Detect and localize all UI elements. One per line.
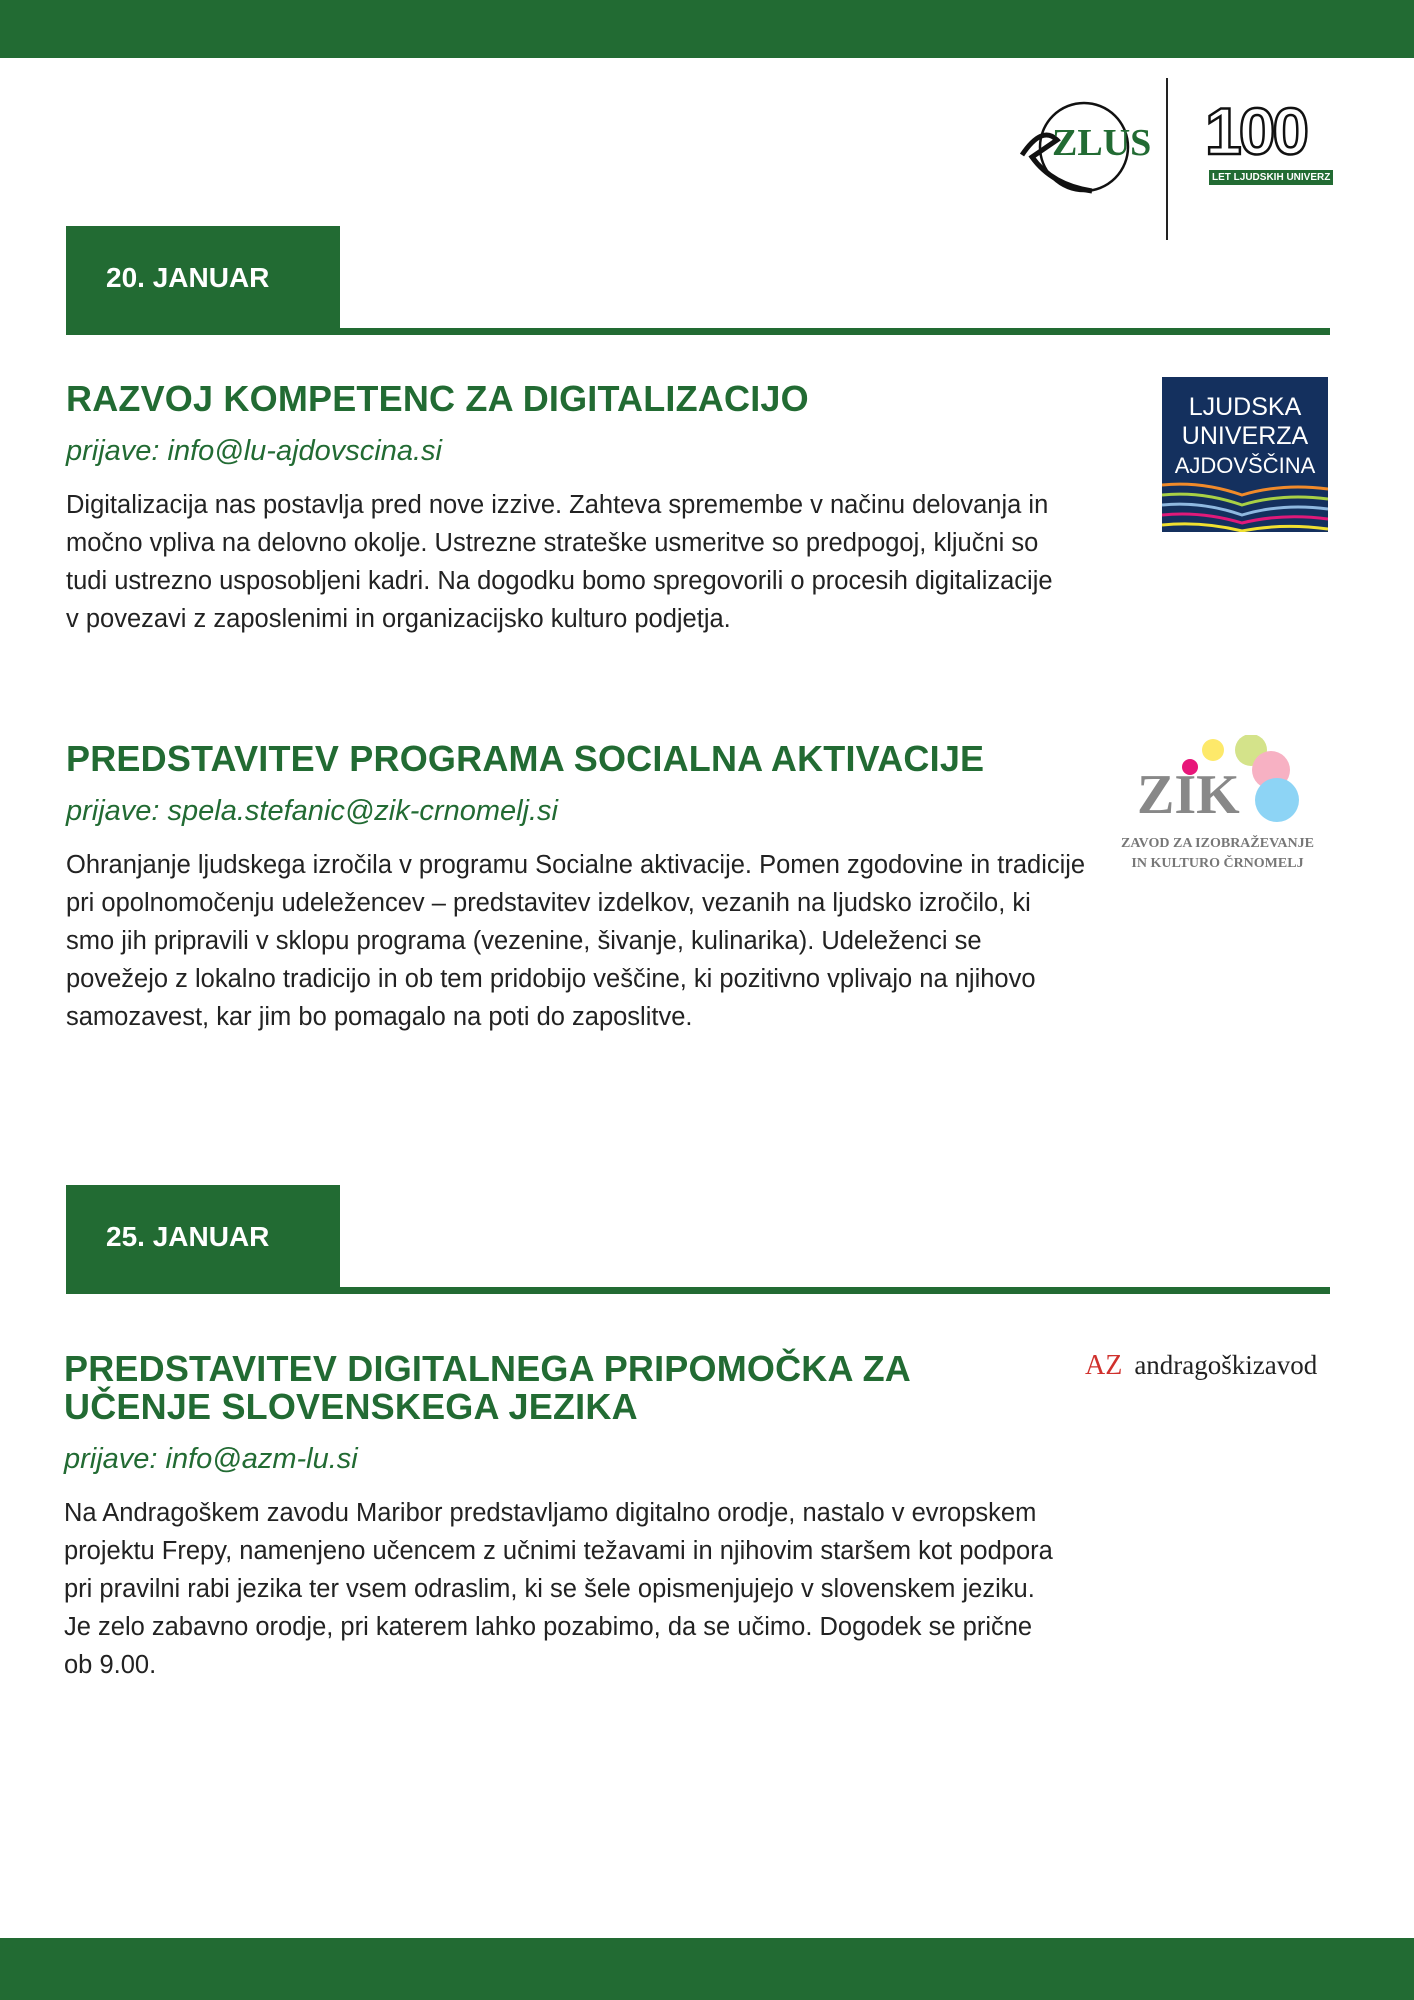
event-title: PREDSTAVITEV DIGITALNEGA PRIPOMOČKA ZA UČENJE SLOVENSKEGA JEZIKA [64, 1348, 910, 1427]
top-bar [0, 0, 1414, 58]
section-divider [66, 1287, 1330, 1294]
section-divider [66, 328, 1330, 335]
100-years-text: LET LJUDSKIH UNIVERZ [1209, 170, 1333, 185]
zik-logo-line2: IN KULTURO ČRNOMELJ [1131, 856, 1304, 871]
zlus-logo [1012, 95, 1152, 195]
100-years-number: 100 [1205, 94, 1307, 168]
header-divider [1166, 78, 1168, 240]
event-title: PREDSTAVITEV PROGRAMA SOCIALNA AKTIVACIJE [66, 738, 985, 779]
event-description: Digitalizacija nas postavlja pred nove izzive. Zahteva spremembe v načinu delovanja in močno vpliva na delovno okolje. Ustrezne strateške usmeritve so predpogoj, ključni so tudi ustrezno usposobljeni kadri. Na dogodku bomo spregovorili o procesih digitalizacije v povezavi z zaposlenimi in organizacijsko kulturo podjetja. [66, 491, 1053, 633]
az-logo-text: andragoškizavod [1134, 1350, 1318, 1380]
zlus-logo-text: ZLUS [1052, 122, 1152, 164]
event-registration: prijave: spela.stefanic@zik-crnomelj.si [66, 795, 558, 827]
andragoski-zavod-logo [1085, 1350, 1330, 1395]
lu-ajdovscina-logo [1162, 377, 1328, 532]
date-tab: 25. JANUAR [66, 1185, 340, 1289]
event-registration: prijave: info@azm-lu.si [64, 1443, 358, 1475]
zik-logo-line1: ZAVOD ZA IZOBRAŽEVANJE [1121, 836, 1314, 851]
bottom-bar [0, 1938, 1414, 2000]
zik-logo-mark: ZIK [1137, 764, 1240, 826]
zik-logo [1105, 735, 1330, 885]
lu-logo-line1: LJUDSKA [1188, 393, 1302, 421]
event-registration: prijave: info@lu-ajdovscina.si [66, 435, 442, 467]
event-description: Na Andragoškem zavodu Maribor predstavljamo digitalno orodje, nastalo v evropskem projektu Frepy, namenjeno učencem z učnimi težavami in njihovim staršem kot podpora pri pravilni rabi jezika ter vsem odraslim, ki se šele opismenjujejo v slovenskem jeziku. Je zelo zabavno orodje, pri katerem lahko pozabimo, da se učimo. Dogodek se prične ob 9.00. [64, 1499, 1053, 1679]
date-tab: 20. JANUAR [66, 226, 340, 330]
lu-logo-line2: UNIVERZA [1181, 422, 1309, 450]
open-book-icon [1162, 477, 1328, 532]
az-logo-mark: AZ [1085, 1350, 1123, 1381]
lu-logo-line3: AJDOVŠČINA [1174, 453, 1316, 478]
event-title: RAZVOJ KOMPETENC ZA DIGITALIZACIJO [66, 378, 809, 419]
event-description: Ohranjanje ljudskega izročila v programu Socialne aktivacije. Pomen zgodovine in tradicije pri opolnomočenju udeležencev – predstavitev izdelkov, vezanih na ljudsko izročilo, ki smo jih pripravili v sklopu programa (vezenine, šivanje, kulinarika). Udeleženci se povežejo z lokalno tradicijo in ob tem pridobijo veščine, ki pozitivno vplivajo na njihovo samozavest, kar jim bo pomagalo na poti do zaposlitve. [66, 851, 1086, 1031]
100-years-logo [1205, 94, 1395, 198]
